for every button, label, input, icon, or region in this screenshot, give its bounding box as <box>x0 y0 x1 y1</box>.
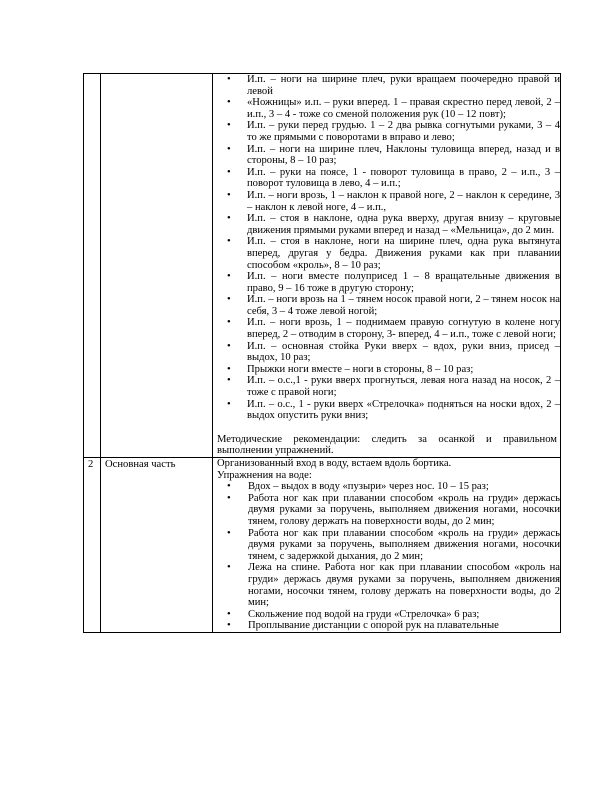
list-item-text: И.п. – ноги врозь, 1 – поднимаем правую согнутую в колене ногу вперед, 2 – отводим в сторону, 3- вперед, 4 – и.п., тоже с левой ноги; <box>247 317 560 341</box>
list-item <box>213 144 560 167</box>
row-number: 2 <box>88 459 94 470</box>
bullet-icon: • <box>227 375 231 387</box>
water-exercises-heading: Упражнения на воде: <box>217 469 312 481</box>
bullet-icon: • <box>227 143 231 155</box>
table-row-warmup <box>84 74 561 458</box>
list-item <box>213 341 560 364</box>
list-item <box>213 620 560 632</box>
section-name <box>101 74 212 75</box>
list-item-text: Прыжки ноги вместе – ноги в стороны, 8 – 10 раз; <box>247 363 474 375</box>
methodical-recommendation: Методические рекомендации: следить за осанкой и правильном выполнении упражнений. <box>217 433 557 457</box>
list-item <box>213 190 560 213</box>
list-item <box>213 167 560 190</box>
list-item-text: И.п. – руки перед грудью. 1 – 2 два рывка согнутыми руками, 3 – 4 то же прямыми с поворотами в вправо и лево; <box>247 120 560 143</box>
bullet-icon: • <box>227 620 231 632</box>
section-name-cell <box>101 74 213 458</box>
exercise-list <box>213 74 560 422</box>
bullet-icon: • <box>227 213 231 225</box>
list-item <box>213 364 560 376</box>
bullet-icon: • <box>227 481 231 493</box>
list-item-text: Лежа на спине. Работа ног как при плавании способом «кроль на груди» держась двумя руками за поручень, выполняем движения ногами, носочки тянем, голову держать на поверхности воды, до 2 мин; <box>248 562 560 609</box>
list-item-text: Проплывание дистанции с опорой рук на плавательные <box>248 620 499 632</box>
list-item-text: Работа ног как при плавании способом «кроль на груди» держась двумя руками за поручень, выполняем движения ногами, носочки тянем, с задержкой дыхания, до 2 мин; <box>248 527 560 562</box>
bullet-icon: • <box>227 189 231 201</box>
content-cell <box>213 458 561 633</box>
list-item <box>213 375 560 398</box>
list-item <box>213 493 560 528</box>
list-item <box>213 97 560 120</box>
content-cell <box>213 74 561 458</box>
row-number-cell <box>84 74 101 458</box>
bullet-icon: • <box>227 317 231 329</box>
list-item <box>213 317 560 340</box>
entry-instruction: Организованный вход в воду, встаем вдоль бортика. <box>217 458 452 469</box>
section-name-cell <box>101 458 213 633</box>
list-item-text: И.п. – ноги врозь на 1 – тянем носок правой ноги, 2 – тянем носок на себя, 3 – 4 тоже левой ногой; <box>247 294 560 317</box>
list-item <box>213 481 560 493</box>
list-item <box>213 213 560 236</box>
list-item-text: Вдох – выдох в воду «пузыри» через нос. 10 – 15 раз; <box>248 481 489 493</box>
list-item <box>213 562 560 608</box>
row-number-cell <box>84 458 101 633</box>
bullet-icon: • <box>227 363 231 375</box>
bullet-icon: • <box>227 271 231 283</box>
bullet-icon: • <box>227 294 231 306</box>
bullet-icon: • <box>227 492 231 504</box>
list-item-text: И.п. – ноги на ширине плеч, руки вращаем поочередно правой и левой <box>247 74 560 97</box>
bullet-icon: • <box>227 166 231 178</box>
bullet-icon: • <box>227 120 231 132</box>
list-item-text: И.п. – стоя в наклоне, одна рука вверху, другая внизу – круговые движения прямыми руками вперед и назад – «Мельница», до 2 мин. <box>247 213 560 236</box>
row-number <box>84 74 100 75</box>
list-item <box>213 609 560 621</box>
bullet-icon: • <box>227 562 231 574</box>
table-row-main-part <box>84 458 561 633</box>
list-item-text: Работа ног как при плавании способом «кроль на груди» держась двумя руками за поручень, выполняем движения ногами, носочки тянем, голову держать на поверхности воды, до 2 мин; <box>248 492 560 527</box>
bullet-icon: • <box>227 398 231 410</box>
list-item-text: И.п. – о.с., 1 - руки вверх «Стрелочка» подняться на носки вдох, 2 – выдох опустить руки вниз; <box>247 398 560 422</box>
list-item-text: И.п. – ноги на ширине плеч, Наклоны туловища вперед, назад и в стороны, 8 – 10 раз; <box>247 143 560 167</box>
water-exercise-list <box>213 481 560 632</box>
bullet-icon: • <box>227 340 231 352</box>
list-item-text: «Ножницы» и.п. – руки вперед. 1 – правая скрестно перед левой, 2 – и.п., 3 – 4 - тоже со сменой положения рук (10 – 12 повт); <box>247 97 560 120</box>
list-item-text: И.п. – ноги вместе полуприсед 1 – 8 вращательные движения в право, 9 – 16 тоже в другую сторону; <box>247 271 560 294</box>
list-item <box>213 271 560 294</box>
list-item-text: Скольжение под водой на груди «Стрелочка» 6 раз; <box>248 608 480 620</box>
list-item-text: И.п. – ноги врозь, 1 – наклон к правой ноге, 2 – наклон к середине, 3 – наклон к левой ноге, 4 – и.п., <box>247 189 560 213</box>
list-item-text: И.п. – стоя в наклоне, ноги на ширине плеч, одна рука вытянута вперед, другая у бедра. Движения руками как при плавании способом «кроль», 8 – 10 раз; <box>247 236 560 271</box>
bullet-icon: • <box>227 236 231 248</box>
list-item-text: И.п. – руки на поясе, 1 - поворот туловища в право, 2 – и.п., 3 – поворот туловища в лево, 4 – и.п.; <box>247 166 560 190</box>
bullet-icon: • <box>227 608 231 620</box>
list-item-text: И.п. – основная стойка Руки вверх – вдох, руки вниз, присед – выдох, 10 раз; <box>247 340 560 364</box>
section-name: Основная часть <box>105 459 176 470</box>
lesson-plan-table <box>83 73 561 633</box>
list-item-text: И.п. – о.с.,1 - руки вверх прогнуться, левая нога назад на носок, 2 – тоже с правой ноги; <box>247 375 560 399</box>
bullet-icon: • <box>227 74 231 85</box>
list-item <box>213 399 560 422</box>
list-item <box>213 236 560 271</box>
list-item <box>213 120 560 143</box>
list-item <box>213 74 560 97</box>
bullet-icon: • <box>227 97 231 109</box>
list-item <box>213 528 560 563</box>
bullet-icon: • <box>227 527 231 539</box>
list-item <box>213 294 560 317</box>
